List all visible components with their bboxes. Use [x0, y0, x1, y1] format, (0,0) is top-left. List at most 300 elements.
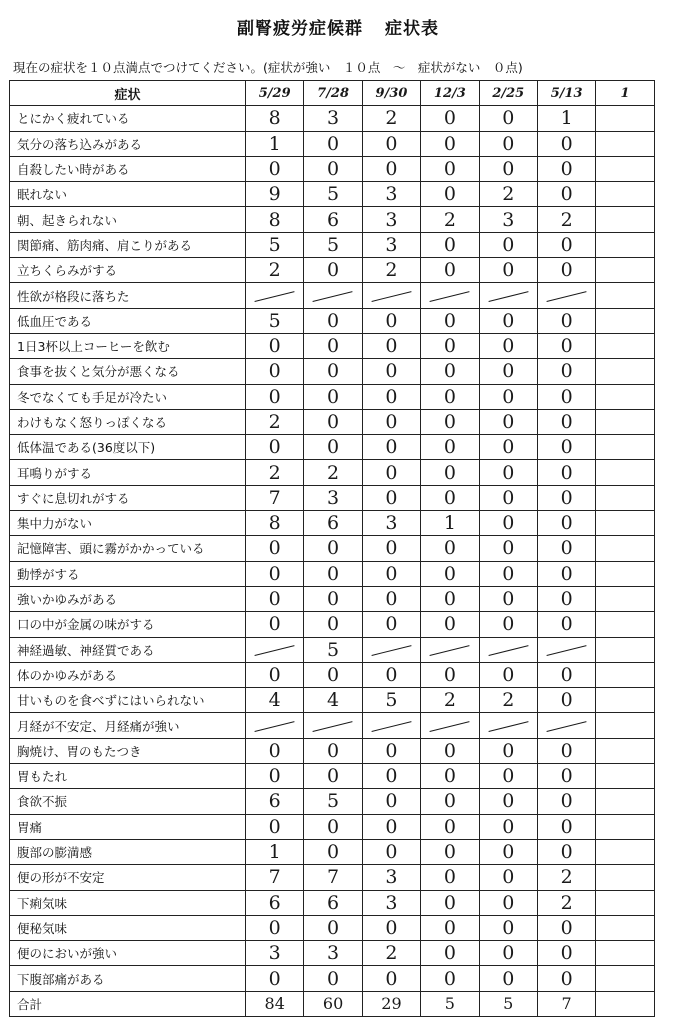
score-cell: 0	[479, 359, 537, 384]
score-cell: 0	[362, 409, 420, 434]
total-value	[596, 991, 654, 1016]
date-cell: 5/13	[537, 81, 595, 106]
score-cell: 0	[246, 662, 304, 687]
not-applicable-mark	[537, 713, 595, 738]
score-cell	[596, 485, 654, 510]
score-cell: 0	[479, 865, 537, 890]
score-cell: 0	[304, 156, 362, 181]
symptom-row	[10, 814, 655, 839]
score-cell: 0	[421, 409, 479, 434]
score-cell: 0	[421, 232, 479, 257]
total-row	[10, 991, 655, 1016]
score-cell: 0	[362, 333, 420, 358]
score-cell: 2	[479, 182, 537, 207]
score-cell: 0	[362, 966, 420, 991]
not-applicable-mark	[362, 713, 420, 738]
symptom-label: 胸焼け、胃のもたつき	[10, 738, 246, 763]
symptom-label: 便秘気味	[10, 915, 246, 940]
score-cell: 0	[304, 612, 362, 637]
score-cell: 0	[537, 131, 595, 156]
symptom-row	[10, 865, 655, 890]
score-cell: 0	[537, 435, 595, 460]
score-cell: 0	[537, 915, 595, 940]
score-cell: 3	[362, 511, 420, 536]
score-cell: 0	[479, 890, 537, 915]
score-cell: 0	[421, 839, 479, 864]
symptom-row	[10, 941, 655, 966]
score-cell: 0	[421, 561, 479, 586]
score-cell: 0	[362, 586, 420, 611]
score-cell: 0	[246, 586, 304, 611]
symptom-label: すぐに息切れがする	[10, 485, 246, 510]
score-cell: 0	[246, 435, 304, 460]
score-cell	[596, 586, 654, 611]
symptom-label: 下腹部痛がある	[10, 966, 246, 991]
score-cell	[596, 283, 654, 308]
score-cell: 0	[537, 612, 595, 637]
symptom-label: 記憶障害、頭に霧がかかっている	[10, 536, 246, 561]
score-cell: 5	[304, 789, 362, 814]
score-cell: 2	[537, 865, 595, 890]
score-cell: 0	[304, 258, 362, 283]
score-cell: 3	[362, 865, 420, 890]
score-cell: 0	[304, 966, 362, 991]
symptom-label: 食欲不振	[10, 789, 246, 814]
symptom-label: 1日3杯以上コーヒーを飲む	[10, 333, 246, 358]
symptom-label: とにかく疲れている	[10, 106, 246, 131]
score-cell: 0	[246, 764, 304, 789]
score-cell: 0	[246, 536, 304, 561]
not-applicable-mark	[537, 283, 595, 308]
score-cell: 0	[479, 536, 537, 561]
total-value: 5	[479, 991, 537, 1016]
score-cell: 5	[362, 688, 420, 713]
score-cell: 0	[479, 511, 537, 536]
score-cell: 0	[362, 536, 420, 561]
score-cell: 0	[421, 536, 479, 561]
symptom-row	[10, 637, 655, 662]
symptom-label: 体のかゆみがある	[10, 662, 246, 687]
score-cell: 7	[304, 865, 362, 890]
score-cell	[596, 156, 654, 181]
score-cell: 0	[479, 586, 537, 611]
symptom-label: 胃痛	[10, 814, 246, 839]
score-cell: 8	[246, 511, 304, 536]
score-cell: 0	[421, 435, 479, 460]
score-cell	[596, 662, 654, 687]
not-applicable-mark	[479, 637, 537, 662]
score-cell: 0	[537, 359, 595, 384]
score-cell: 0	[421, 359, 479, 384]
score-cell: 0	[362, 156, 420, 181]
symptom-label: 集中力がない	[10, 511, 246, 536]
score-cell: 0	[304, 561, 362, 586]
score-cell: 0	[362, 839, 420, 864]
score-cell	[596, 890, 654, 915]
score-cell: 0	[304, 586, 362, 611]
header-row	[10, 81, 655, 106]
symptom-row	[10, 713, 655, 738]
not-applicable-mark	[421, 283, 479, 308]
symptom-row	[10, 106, 655, 131]
score-cell	[596, 435, 654, 460]
score-cell: 0	[421, 156, 479, 181]
score-cell: 0	[421, 460, 479, 485]
symptom-label: 性欲が格段に落ちた	[10, 283, 246, 308]
score-cell: 0	[421, 384, 479, 409]
score-cell: 0	[537, 688, 595, 713]
score-cell: 0	[479, 612, 537, 637]
score-cell: 0	[421, 131, 479, 156]
total-value: 29	[362, 991, 420, 1016]
score-cell: 0	[304, 662, 362, 687]
score-cell: 8	[246, 207, 304, 232]
score-cell: 0	[537, 308, 595, 333]
score-cell: 0	[537, 156, 595, 181]
score-cell: 0	[479, 258, 537, 283]
score-cell: 3	[246, 941, 304, 966]
score-cell: 0	[362, 435, 420, 460]
score-cell: 0	[479, 106, 537, 131]
score-cell: 0	[537, 561, 595, 586]
date-cell: 5/29	[246, 81, 304, 106]
score-cell: 5	[304, 182, 362, 207]
score-cell: 2	[537, 207, 595, 232]
score-cell: 0	[421, 966, 479, 991]
score-cell: 0	[304, 384, 362, 409]
score-cell	[596, 561, 654, 586]
score-cell: 0	[479, 156, 537, 181]
symptom-label: 食事を抜くと気分が悪くなる	[10, 359, 246, 384]
score-cell: 0	[362, 561, 420, 586]
symptom-label: 低血圧である	[10, 308, 246, 333]
score-cell: 0	[421, 333, 479, 358]
score-cell: 0	[421, 738, 479, 763]
score-cell: 0	[304, 738, 362, 763]
score-cell: 0	[479, 561, 537, 586]
score-cell: 0	[479, 384, 537, 409]
score-cell: 0	[537, 789, 595, 814]
symptom-label: 月経が不安定、月経痛が強い	[10, 713, 246, 738]
score-cell	[596, 941, 654, 966]
score-cell: 3	[304, 941, 362, 966]
symptom-label: 甘いものを食べずにはいられない	[10, 688, 246, 713]
score-cell: 0	[421, 485, 479, 510]
score-cell: 2	[362, 941, 420, 966]
symptom-row	[10, 915, 655, 940]
symptom-row	[10, 485, 655, 510]
score-cell: 0	[246, 915, 304, 940]
score-cell: 0	[479, 764, 537, 789]
not-applicable-mark	[304, 713, 362, 738]
score-cell: 0	[362, 131, 420, 156]
score-cell: 0	[479, 662, 537, 687]
score-cell: 0	[304, 359, 362, 384]
score-cell: 0	[537, 232, 595, 257]
score-cell: 0	[421, 612, 479, 637]
score-cell: 0	[362, 662, 420, 687]
score-cell	[596, 966, 654, 991]
score-cell: 0	[362, 915, 420, 940]
score-cell: 0	[362, 485, 420, 510]
score-cell: 0	[479, 789, 537, 814]
symptom-label: 朝、起きられない	[10, 207, 246, 232]
symptom-rows	[10, 106, 655, 991]
score-cell: 0	[246, 384, 304, 409]
score-cell: 0	[304, 333, 362, 358]
symptom-row	[10, 384, 655, 409]
score-cell: 0	[537, 511, 595, 536]
total-value: 84	[246, 991, 304, 1016]
score-cell: 0	[246, 561, 304, 586]
score-cell: 6	[304, 207, 362, 232]
score-cell: 2	[362, 258, 420, 283]
score-cell: 0	[421, 865, 479, 890]
symptom-row	[10, 662, 655, 687]
score-cell: 0	[421, 890, 479, 915]
score-cell: 0	[304, 536, 362, 561]
symptom-row	[10, 258, 655, 283]
date-cell: 7/28	[304, 81, 362, 106]
symptom-row	[10, 536, 655, 561]
not-applicable-mark	[304, 283, 362, 308]
score-cell: 2	[421, 207, 479, 232]
score-cell: 4	[246, 688, 304, 713]
score-cell: 3	[362, 890, 420, 915]
score-cell	[596, 359, 654, 384]
symptom-row	[10, 511, 655, 536]
total-label: 合計	[10, 991, 246, 1016]
score-cell	[596, 258, 654, 283]
score-cell: 0	[479, 738, 537, 763]
score-cell: 0	[246, 333, 304, 358]
score-cell: 0	[246, 814, 304, 839]
score-cell: 8	[246, 106, 304, 131]
score-cell: 0	[537, 258, 595, 283]
score-cell: 0	[537, 182, 595, 207]
score-cell: 0	[362, 738, 420, 763]
score-cell: 3	[362, 207, 420, 232]
symptom-row	[10, 460, 655, 485]
score-cell: 5	[246, 232, 304, 257]
score-cell: 2	[246, 409, 304, 434]
score-cell: 0	[304, 915, 362, 940]
symptom-table	[9, 80, 655, 1017]
score-cell: 0	[421, 106, 479, 131]
not-applicable-mark	[421, 637, 479, 662]
score-cell: 2	[421, 688, 479, 713]
not-applicable-mark	[537, 637, 595, 662]
score-cell	[596, 511, 654, 536]
symptom-row	[10, 207, 655, 232]
score-cell: 0	[479, 409, 537, 434]
symptom-row	[10, 612, 655, 637]
page-title	[0, 14, 676, 39]
not-applicable-mark	[362, 637, 420, 662]
score-cell	[596, 915, 654, 940]
not-applicable-mark	[246, 637, 304, 662]
score-cell: 0	[537, 814, 595, 839]
score-cell: 0	[537, 662, 595, 687]
not-applicable-mark	[362, 283, 420, 308]
score-cell: 7	[246, 865, 304, 890]
symptom-label: 便のにおいが強い	[10, 941, 246, 966]
symptom-row	[10, 308, 655, 333]
score-cell: 0	[421, 764, 479, 789]
symptom-label: 神経過敏、神経質である	[10, 637, 246, 662]
header-symptom: 症状	[10, 81, 246, 106]
symptom-row	[10, 283, 655, 308]
score-cell	[596, 738, 654, 763]
score-cell: 0	[246, 156, 304, 181]
score-cell: 0	[304, 308, 362, 333]
score-cell: 1	[537, 106, 595, 131]
not-applicable-mark	[479, 283, 537, 308]
score-cell	[596, 106, 654, 131]
score-cell: 0	[479, 839, 537, 864]
score-cell	[596, 764, 654, 789]
date-cell: 1	[596, 81, 654, 106]
score-cell: 0	[537, 384, 595, 409]
score-cell: 3	[479, 207, 537, 232]
not-applicable-mark	[479, 713, 537, 738]
symptom-label: 自殺したい時がある	[10, 156, 246, 181]
score-cell	[596, 536, 654, 561]
score-cell: 9	[246, 182, 304, 207]
score-cell: 0	[421, 789, 479, 814]
score-cell	[596, 308, 654, 333]
score-cell: 0	[479, 814, 537, 839]
score-cell: 0	[246, 966, 304, 991]
total-value: 5	[421, 991, 479, 1016]
score-cell	[596, 207, 654, 232]
score-cell: 0	[479, 485, 537, 510]
score-cell: 2	[246, 460, 304, 485]
score-cell: 1	[421, 511, 479, 536]
score-cell: 0	[304, 814, 362, 839]
symptom-row	[10, 688, 655, 713]
score-cell: 0	[421, 586, 479, 611]
score-cell: 3	[362, 182, 420, 207]
symptom-row	[10, 561, 655, 586]
score-cell: 3	[362, 232, 420, 257]
symptom-row	[10, 839, 655, 864]
title-main: 副腎疲労症候群	[237, 19, 363, 39]
score-cell: 0	[479, 915, 537, 940]
symptom-row	[10, 435, 655, 460]
score-cell: 4	[304, 688, 362, 713]
date-cell: 12/3	[421, 81, 479, 106]
score-cell: 0	[362, 789, 420, 814]
date-cell: 9/30	[362, 81, 420, 106]
score-cell: 0	[479, 131, 537, 156]
not-applicable-mark	[421, 713, 479, 738]
score-cell: 0	[362, 460, 420, 485]
title-sub: 症状表	[385, 19, 439, 39]
score-cell: 5	[246, 308, 304, 333]
score-cell: 0	[537, 738, 595, 763]
score-cell: 0	[362, 814, 420, 839]
score-cell: 2	[304, 460, 362, 485]
symptom-row	[10, 182, 655, 207]
score-cell	[596, 637, 654, 662]
instruction-text: 現在の症状を１０点満点でつけてください。(症状が強い １０点 ～ 症状がない ０点)	[13, 60, 523, 75]
symptom-label: 腹部の膨満感	[10, 839, 246, 864]
symptom-label: 動悸がする	[10, 561, 246, 586]
symptom-label: 低体温である(36度以下)	[10, 435, 246, 460]
symptom-label: 眠れない	[10, 182, 246, 207]
score-cell: 3	[304, 106, 362, 131]
score-cell: 0	[421, 258, 479, 283]
total-value: 7	[537, 991, 595, 1016]
symptom-label: 関節痛、筋肉痛、肩こりがある	[10, 232, 246, 257]
score-cell: 0	[537, 460, 595, 485]
score-cell: 2	[362, 106, 420, 131]
score-cell: 0	[421, 941, 479, 966]
score-cell	[596, 460, 654, 485]
score-cell: 1	[246, 839, 304, 864]
score-cell: 6	[304, 511, 362, 536]
symptom-label: 立ちくらみがする	[10, 258, 246, 283]
score-cell: 1	[246, 131, 304, 156]
score-cell: 0	[304, 131, 362, 156]
score-cell: 0	[362, 612, 420, 637]
symptom-label: 気分の落ち込みがある	[10, 131, 246, 156]
symptom-label: 冬でなくても手足が冷たい	[10, 384, 246, 409]
symptom-label: 胃もたれ	[10, 764, 246, 789]
symptom-label: 口の中が金属の味がする	[10, 612, 246, 637]
score-cell: 6	[246, 789, 304, 814]
score-cell	[596, 409, 654, 434]
score-cell	[596, 333, 654, 358]
symptom-row	[10, 966, 655, 991]
score-cell: 0	[537, 966, 595, 991]
not-applicable-mark	[246, 713, 304, 738]
score-cell: 0	[362, 384, 420, 409]
score-cell: 0	[479, 308, 537, 333]
score-cell: 0	[421, 182, 479, 207]
symptom-row	[10, 232, 655, 257]
score-cell	[596, 814, 654, 839]
score-cell: 3	[304, 485, 362, 510]
score-cell	[596, 182, 654, 207]
symptom-row	[10, 359, 655, 384]
score-cell: 5	[304, 637, 362, 662]
symptom-label: 下痢気味	[10, 890, 246, 915]
score-cell: 0	[304, 409, 362, 434]
score-cell: 2	[537, 890, 595, 915]
not-applicable-mark	[246, 283, 304, 308]
score-cell: 0	[537, 409, 595, 434]
score-cell: 0	[479, 333, 537, 358]
score-cell: 0	[304, 839, 362, 864]
score-cell: 0	[246, 612, 304, 637]
score-cell: 0	[537, 586, 595, 611]
symptom-row	[10, 738, 655, 763]
score-cell: 0	[537, 333, 595, 358]
score-cell	[596, 131, 654, 156]
score-cell: 0	[304, 764, 362, 789]
symptom-row	[10, 409, 655, 434]
score-cell: 0	[362, 308, 420, 333]
score-cell: 2	[246, 258, 304, 283]
score-cell: 7	[246, 485, 304, 510]
score-cell	[596, 713, 654, 738]
score-cell	[596, 384, 654, 409]
score-cell: 0	[479, 435, 537, 460]
score-cell: 0	[246, 738, 304, 763]
symptom-row	[10, 890, 655, 915]
